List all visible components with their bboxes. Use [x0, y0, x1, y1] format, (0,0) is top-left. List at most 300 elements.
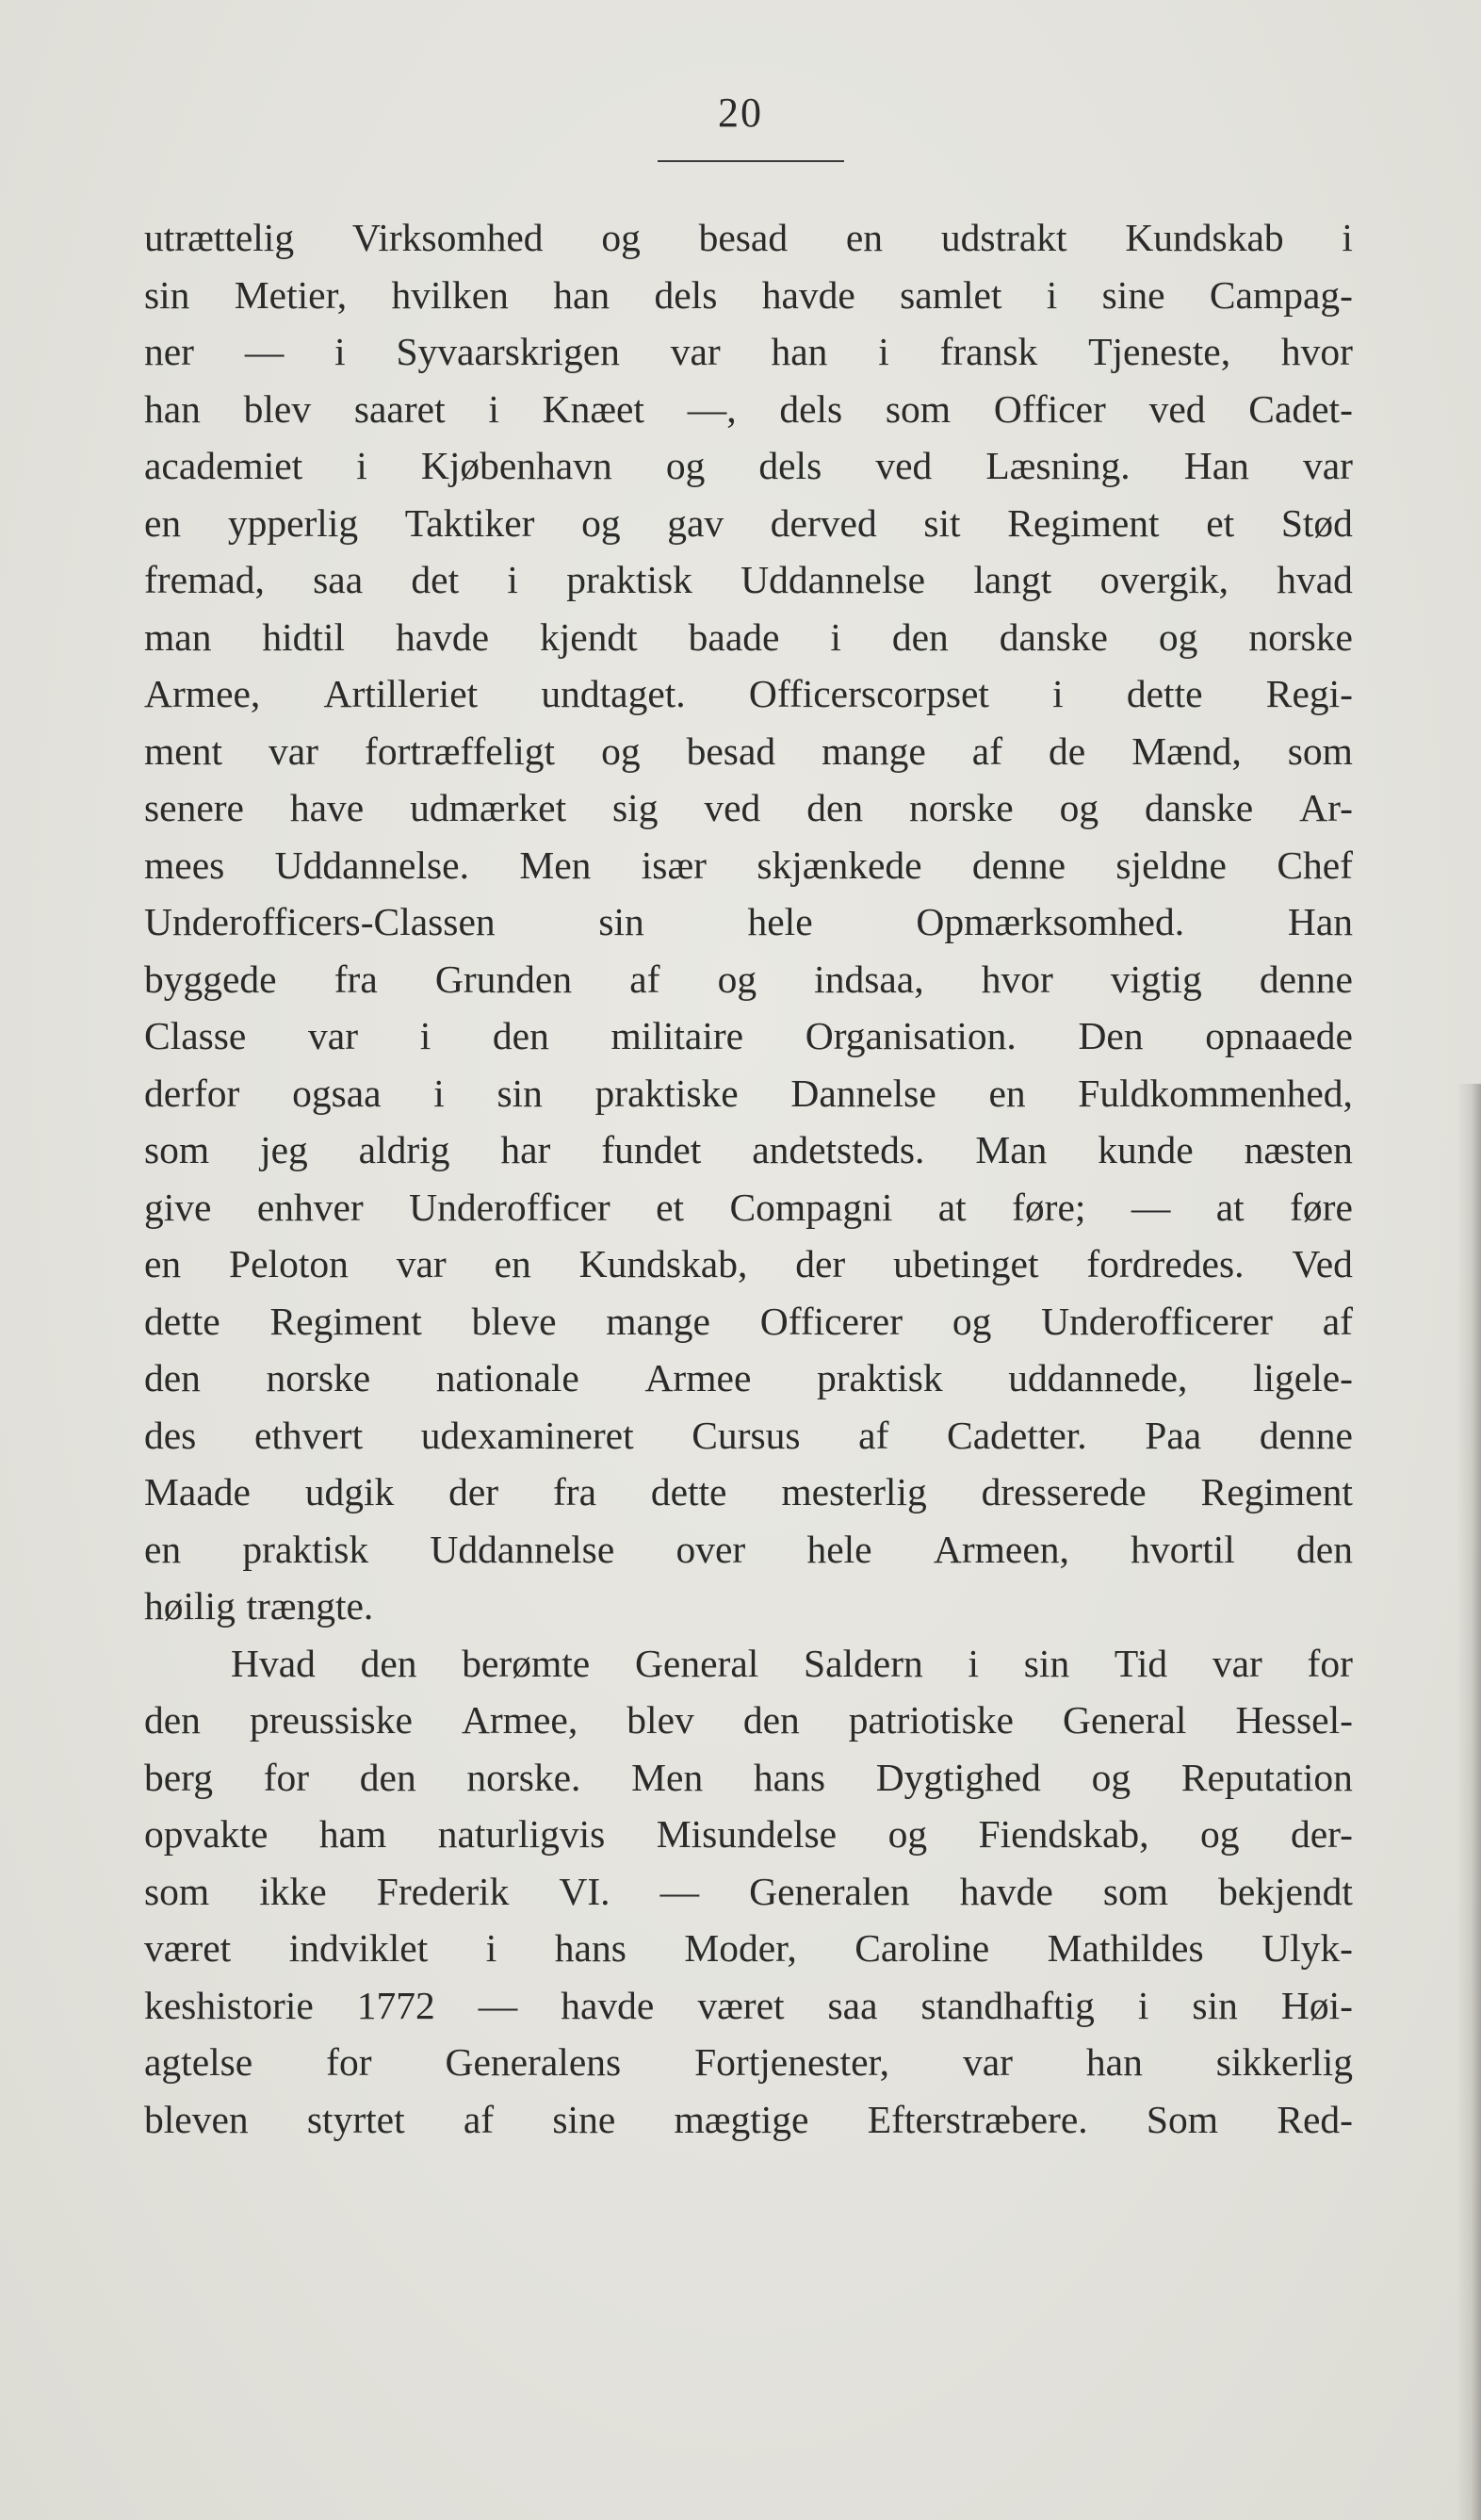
word: havde	[561, 1983, 655, 2027]
word: Læsning.	[985, 444, 1131, 487]
word: var	[1302, 444, 1353, 487]
word: Peloton	[229, 1242, 349, 1285]
word: Fiendskab,	[978, 1812, 1149, 1856]
word: af	[858, 1413, 889, 1457]
word: den	[144, 1698, 201, 1742]
text-line	[144, 1635, 1353, 1693]
word: Fortjenester,	[694, 2040, 890, 2084]
word: næsten	[1244, 1128, 1353, 1171]
word: af	[971, 728, 1003, 773]
word: sin	[598, 900, 644, 943]
word: havde	[395, 614, 490, 659]
word: han	[1085, 2040, 1143, 2084]
word: norske	[909, 786, 1014, 829]
word: —	[478, 1983, 518, 2027]
text-line	[144, 551, 1353, 609]
word: besad	[686, 728, 776, 773]
word: Armee,	[461, 1698, 578, 1742]
word: Officerer	[759, 1299, 903, 1343]
word: praktisk	[816, 1356, 943, 1399]
word: blev	[627, 1698, 694, 1742]
text-line	[144, 495, 1353, 552]
word: hans	[554, 1926, 627, 1970]
word: naturligvis	[437, 1812, 606, 1856]
word: havde	[761, 272, 855, 317]
word: Uddannelse	[740, 558, 926, 601]
word: Kundskab	[1125, 216, 1284, 259]
word: langt	[973, 558, 1052, 601]
word: Man	[975, 1128, 1048, 1171]
word: Cursus	[692, 1413, 801, 1457]
word: af	[463, 2097, 495, 2141]
word: Classe	[144, 1014, 247, 1057]
word: sine	[552, 2097, 616, 2141]
word: byggede	[144, 957, 277, 1001]
word: dels	[779, 386, 843, 431]
word: og	[601, 216, 641, 259]
word: udexamineret	[420, 1413, 634, 1457]
word: besad	[698, 216, 789, 259]
word: —	[1131, 1185, 1171, 1229]
word: de	[1049, 728, 1086, 773]
word: samlet	[900, 272, 1002, 317]
word: og	[601, 728, 641, 773]
word: mange	[606, 1299, 710, 1343]
word: han	[553, 272, 610, 317]
word: i	[968, 1641, 980, 1685]
text-line	[144, 1692, 1353, 1749]
word: den	[492, 1014, 549, 1057]
word: i	[507, 558, 518, 601]
word: Ved	[1292, 1242, 1353, 1285]
text-line	[144, 893, 1353, 951]
word: sin	[1192, 1983, 1238, 2027]
word: den	[144, 1356, 201, 1399]
word: Han	[1287, 900, 1353, 943]
word: Frederik	[376, 1869, 510, 1913]
word: et	[656, 1185, 685, 1229]
text-line	[144, 1806, 1353, 1863]
word: denne	[1259, 1413, 1353, 1457]
word: og	[1059, 786, 1099, 829]
word: en	[845, 216, 884, 259]
word: Han	[1183, 444, 1249, 487]
word: føre	[1290, 1185, 1353, 1229]
word: sin	[1023, 1641, 1070, 1685]
word: har	[500, 1128, 551, 1171]
word: Paa	[1145, 1413, 1202, 1457]
word: i	[419, 1014, 431, 1057]
text-line	[144, 951, 1353, 1008]
word: hvor	[1280, 330, 1353, 373]
word: Mathildes	[1047, 1926, 1204, 1970]
word: Officer	[993, 386, 1106, 431]
word: praktisk	[242, 1527, 369, 1571]
word: at	[937, 1185, 967, 1229]
word: som	[885, 386, 952, 431]
word: den	[360, 1641, 417, 1685]
word: Generalen	[749, 1869, 910, 1913]
word: udstrakt	[940, 216, 1067, 259]
word: af	[1322, 1299, 1353, 1343]
word: var	[269, 728, 318, 773]
word: var	[1212, 1641, 1262, 1685]
word: Uddannelse	[430, 1527, 615, 1571]
text-line	[144, 1464, 1353, 1521]
text-line	[144, 779, 1353, 837]
word: udgik	[304, 1470, 395, 1514]
word: norske.	[466, 1755, 581, 1799]
word: været	[697, 1983, 785, 2027]
word: Dannelse	[790, 1071, 936, 1115]
word: agtelse	[144, 2040, 253, 2084]
word: preussiske	[249, 1698, 413, 1742]
word: for	[263, 1755, 310, 1799]
word: General	[634, 1641, 759, 1685]
word: en	[144, 500, 182, 545]
word: Generalens	[445, 2040, 622, 2084]
word: praktisk	[566, 558, 692, 601]
word: derfor	[144, 1071, 240, 1115]
word: ethvert	[253, 1413, 364, 1457]
word: Misundelse	[656, 1812, 838, 1856]
word: og	[665, 444, 706, 487]
word: Den	[1078, 1014, 1144, 1057]
word: Armee	[644, 1356, 752, 1399]
word: og	[887, 1812, 928, 1856]
word: han	[144, 386, 201, 431]
word: ypperlig	[227, 500, 359, 545]
word: standhaftig	[920, 1983, 1095, 2027]
word: Compagni	[729, 1185, 893, 1229]
word: mange	[822, 728, 926, 773]
word: Regiment	[1200, 1470, 1353, 1514]
word: bleve	[471, 1299, 557, 1343]
text-line	[144, 1977, 1353, 2035]
word: Underofficer	[409, 1185, 610, 1229]
word: undtaget.	[541, 672, 686, 715]
word: ham	[318, 1812, 387, 1856]
word: indviklet	[288, 1926, 429, 1970]
word: academiet	[144, 444, 303, 487]
word: Regiment	[1007, 500, 1160, 545]
word: Uddannelse.	[274, 843, 469, 887]
word: i	[1137, 1983, 1149, 2027]
word: en	[144, 1242, 182, 1285]
word: at	[1215, 1185, 1245, 1229]
word: i	[1052, 672, 1064, 715]
word: sine	[1101, 272, 1165, 317]
word: denne	[1259, 957, 1353, 1001]
word: fordredes.	[1086, 1242, 1245, 1285]
word: sikkerlig	[1215, 2040, 1353, 2084]
word: give	[144, 1185, 212, 1229]
word: Dygtighed	[875, 1755, 1041, 1799]
word: denne	[971, 843, 1066, 887]
word: General	[1063, 1698, 1187, 1742]
text-line	[144, 437, 1353, 495]
text-line	[144, 1293, 1353, 1350]
word: dresserede	[981, 1470, 1147, 1514]
word: fra	[334, 957, 378, 1001]
text-line	[144, 2091, 1353, 2149]
word: kjendt	[539, 614, 638, 659]
word: Underofficers-Classen	[144, 900, 496, 943]
word: hvad	[1277, 558, 1353, 601]
word: Kundskab,	[578, 1242, 748, 1285]
word: og	[952, 1299, 992, 1343]
text-line	[144, 609, 1353, 666]
word: dette	[1126, 672, 1203, 715]
word: i	[1342, 216, 1353, 259]
word: Artilleriet	[323, 672, 479, 715]
text-line	[144, 1065, 1353, 1122]
word: hvortil	[1131, 1527, 1235, 1571]
word: ubetinget	[893, 1242, 1039, 1285]
word: Syvaarskrigen	[396, 330, 620, 373]
word: i	[356, 444, 367, 487]
word: sjeldne	[1115, 843, 1227, 887]
word: der	[795, 1242, 846, 1285]
word: des	[144, 1413, 197, 1457]
word: føre;	[1012, 1185, 1086, 1229]
word: Knæet	[542, 386, 644, 431]
word: Fuldkommenhed,	[1078, 1071, 1353, 1115]
word: baade	[688, 614, 780, 659]
word: hans	[753, 1755, 825, 1799]
word: andetsteds.	[752, 1128, 925, 1171]
word: mægtige	[674, 2097, 809, 2141]
word: været	[144, 1926, 232, 1970]
word: der	[448, 1470, 499, 1514]
word: Som	[1146, 2097, 1219, 2141]
word: ment	[144, 728, 222, 773]
word: for	[1307, 1641, 1353, 1685]
word: hele	[747, 900, 813, 943]
word: opvakte	[144, 1812, 269, 1856]
word: sit	[923, 500, 961, 545]
word: mees	[144, 843, 225, 887]
word: militaire	[610, 1014, 744, 1057]
text-line	[144, 209, 1353, 267]
word: i	[878, 330, 889, 373]
word: bekjendt	[1218, 1869, 1353, 1913]
word: var	[308, 1014, 359, 1057]
word: hvor	[981, 957, 1053, 1001]
word: skjænkede	[757, 843, 922, 887]
word: gav	[667, 500, 724, 545]
word: Officerscorpset	[748, 672, 989, 715]
word: en	[494, 1242, 531, 1285]
word: sin	[496, 1071, 543, 1115]
word: danske	[1144, 786, 1254, 829]
word: var	[396, 1242, 447, 1285]
word: VI.	[559, 1869, 610, 1913]
word: Maade	[144, 1470, 251, 1514]
word: og	[1091, 1755, 1131, 1799]
word: den	[742, 1698, 800, 1742]
word: Chef	[1277, 843, 1353, 887]
body-text	[144, 209, 1353, 2148]
word: Ar-	[1299, 786, 1353, 829]
word: opnaaede	[1205, 1014, 1353, 1057]
word: i	[334, 330, 346, 373]
text-line	[144, 1407, 1353, 1465]
word: vigtig	[1110, 957, 1202, 1001]
word: —	[659, 1869, 700, 1913]
text-line	[144, 1121, 1353, 1179]
word: som	[1287, 728, 1353, 773]
word: berømte	[462, 1641, 591, 1685]
page-edge-shadow	[1457, 1084, 1481, 2520]
word: dels	[654, 272, 718, 317]
word: et	[1206, 500, 1235, 545]
word: var	[962, 2040, 1013, 2084]
word: over	[675, 1527, 746, 1571]
word: Mænd,	[1131, 728, 1242, 773]
word: og	[581, 500, 621, 545]
word: havde	[959, 1869, 1053, 1913]
word: hvilken	[391, 272, 509, 317]
word: ved	[875, 444, 933, 487]
word: praktiske	[594, 1071, 739, 1115]
word: Ulyk-	[1261, 1926, 1353, 1970]
word: —,	[687, 386, 737, 431]
word: sin	[144, 272, 190, 317]
word: ogsaa	[292, 1071, 382, 1115]
word: 1772	[356, 1983, 435, 2027]
word: som	[144, 1128, 210, 1171]
word: den	[891, 614, 949, 659]
word: Kjøbenhavn	[420, 444, 612, 487]
text-line	[144, 665, 1353, 723]
word: saa	[313, 558, 364, 601]
word: Stød	[1280, 500, 1353, 545]
word: aldrig	[358, 1128, 450, 1171]
word: udmærket	[410, 786, 567, 829]
word: hidtil	[262, 614, 346, 659]
text-line	[144, 323, 1353, 381]
word: i	[830, 614, 841, 659]
word: —	[244, 330, 285, 373]
text-line	[144, 267, 1353, 324]
word: ved	[1148, 386, 1206, 431]
word: Saldern	[804, 1641, 923, 1685]
word: den	[806, 786, 864, 829]
word: ved	[704, 786, 761, 829]
text-line	[144, 1179, 1353, 1236]
word: fortræffeligt	[365, 728, 556, 773]
text-line	[144, 1749, 1353, 1807]
text-line	[144, 723, 1353, 780]
word: enhver	[256, 1185, 364, 1229]
word: der-	[1290, 1812, 1353, 1856]
word: en	[988, 1071, 1026, 1115]
word: bleven	[144, 2097, 249, 2141]
word: dette	[650, 1470, 727, 1514]
text-line	[144, 837, 1353, 894]
word: have	[289, 786, 365, 829]
word: ikke	[259, 1869, 327, 1913]
word: norske	[266, 1356, 371, 1399]
word: saaret	[353, 386, 446, 431]
word: indsaa,	[814, 957, 924, 1001]
word: man	[144, 614, 212, 659]
word: Virksomhed	[351, 216, 544, 259]
word: Campag-	[1209, 272, 1353, 317]
word: og	[1158, 614, 1198, 659]
word: en	[144, 1527, 182, 1571]
word: berg	[144, 1755, 213, 1799]
word: trængte.	[246, 1584, 374, 1628]
word: Caroline	[854, 1926, 990, 1970]
word: den	[359, 1755, 416, 1799]
word: fransk	[939, 330, 1038, 373]
word: saa	[827, 1983, 878, 2027]
word: Underofficerer	[1041, 1299, 1273, 1343]
word: danske	[999, 614, 1108, 659]
word: nationale	[435, 1356, 579, 1399]
text-line	[144, 1007, 1353, 1065]
word: i	[488, 386, 499, 431]
word: ligele-	[1253, 1356, 1353, 1399]
word: var	[670, 330, 721, 373]
text-line	[144, 381, 1353, 438]
word: Regi-	[1265, 672, 1353, 715]
word: fremad,	[144, 558, 265, 601]
word: for	[326, 2040, 372, 2084]
word: fundet	[601, 1128, 702, 1171]
word: i	[485, 1926, 497, 1970]
word: Hvad	[231, 1641, 316, 1685]
word: Efterstræbere.	[867, 2097, 1088, 2141]
word: Hessel-	[1235, 1698, 1353, 1742]
text-line	[144, 2034, 1353, 2091]
text-line	[144, 1350, 1353, 1407]
word: og	[1200, 1812, 1240, 1856]
word: fra	[552, 1470, 596, 1514]
text-line	[144, 1578, 1353, 1635]
text-line	[144, 1863, 1353, 1921]
word: mesterlig	[781, 1470, 927, 1514]
word: den	[1296, 1527, 1353, 1571]
word: Høi-	[1280, 1983, 1353, 2027]
word: sig	[612, 786, 659, 829]
text-line	[144, 1920, 1353, 1977]
word: i	[1046, 272, 1058, 317]
word: han	[771, 330, 828, 373]
word: jeg	[260, 1128, 308, 1171]
word: Taktiker	[404, 500, 535, 545]
word: Organisation.	[805, 1014, 1017, 1057]
word: Cadetter.	[947, 1413, 1087, 1457]
word: som	[144, 1869, 210, 1913]
word: derved	[770, 500, 877, 545]
word: Cadet-	[1248, 386, 1353, 431]
word: i	[433, 1071, 445, 1115]
word: Tjeneste,	[1088, 330, 1231, 373]
word: Men	[631, 1755, 704, 1799]
word: styrtet	[306, 2097, 405, 2141]
word: Opmærksomhed.	[916, 900, 1185, 943]
word: dette	[144, 1299, 220, 1343]
text-line	[144, 1235, 1353, 1293]
page-number: 20	[718, 90, 763, 136]
word: Regiment	[269, 1299, 422, 1343]
word: senere	[144, 786, 244, 829]
word: Grunden	[434, 957, 573, 1001]
word: overgik,	[1099, 558, 1229, 601]
